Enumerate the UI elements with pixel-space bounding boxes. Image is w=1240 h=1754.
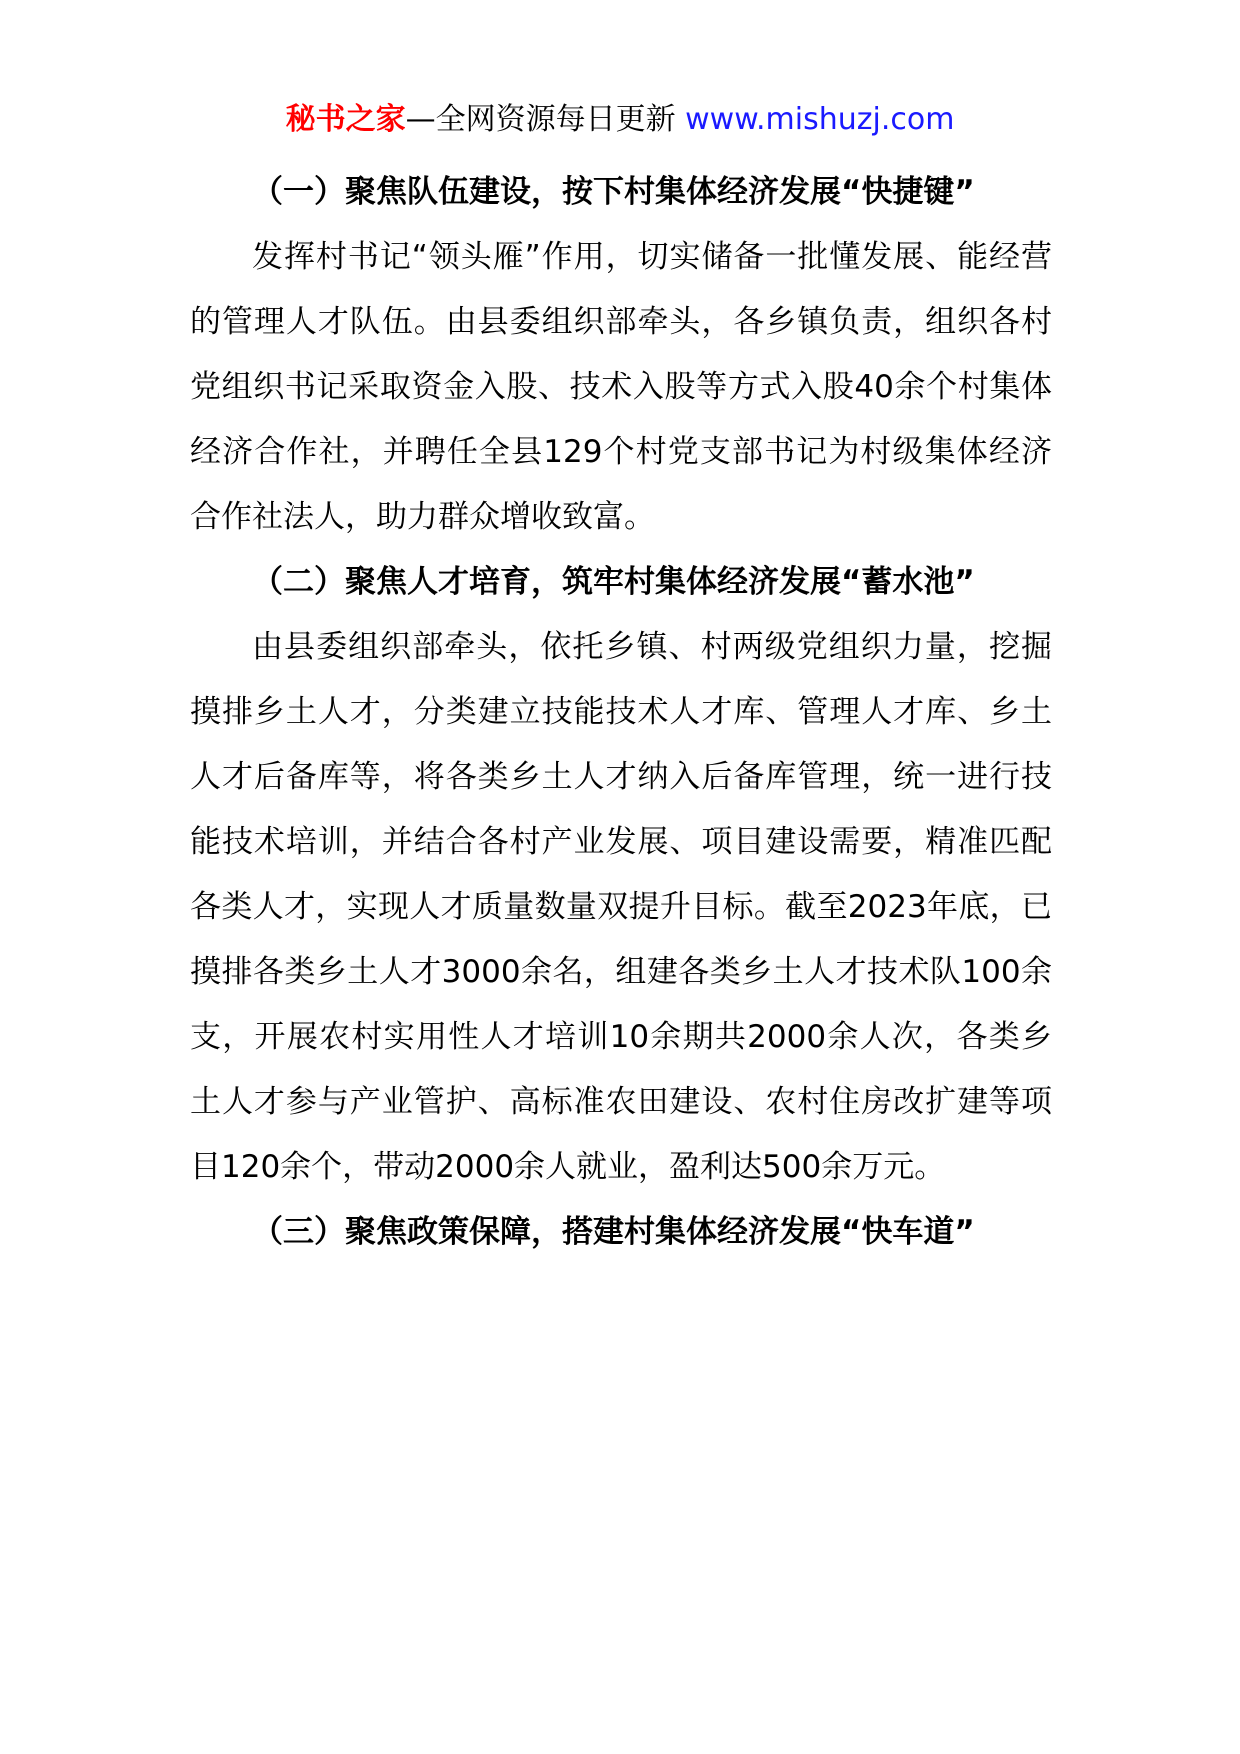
header-banner [0,100,1240,140]
section-2-heading: （二）聚焦人才培育，筑牢村集体经济发展“蓄水池” [252,564,975,600]
brand-name: 秘书之家 [285,102,406,137]
site-url-link[interactable]: www.mishuzj.com [685,102,955,137]
section-2-paragraph: 由县委组织部牵头，依托乡镇、村两级党组织力量，挖掘摸排乡土人才，分类建立技能技术人才库、管理人才库、乡土人才后备库等，将各类乡土人才纳入后备库管理，统一进行技能技术培训，并结合各村产业发展、项目建设需要，精准匹配各类人才，实现人才质量数量双提升目标。截至2023年底，已摸排各类乡土人才3000余名，组建各类乡土人才技术队100余支，开展农村实用性人才培训10余期共2000余人次，各类乡土人才参与产业管护、高标准农田建设、农村住房改扩建等项目120余个，带动2000余人就业，盈利达500余万元。 [190,629,1052,1185]
section-1-heading: （一）聚焦队伍建设，按下村集体经济发展“快捷键” [252,174,975,210]
document-body [190,160,1052,1265]
section-3-heading: （三）聚焦政策保障，搭建村集体经济发展“快车道” [252,1214,975,1250]
header-tagline: —全网资源每日更新 [405,102,676,137]
section-1-paragraph: 发挥村书记“领头雁”作用，切实储备一批懂发展、能经营的管理人才队伍。由县委组织部牵头，各乡镇负责，组织各村党组织书记采取资金入股、技术入股等方式入股40余个村集体经济合作社，并聘任全县129个村党支部书记为村级集体经济合作社法人，助力群众增收致富。 [190,239,1052,535]
